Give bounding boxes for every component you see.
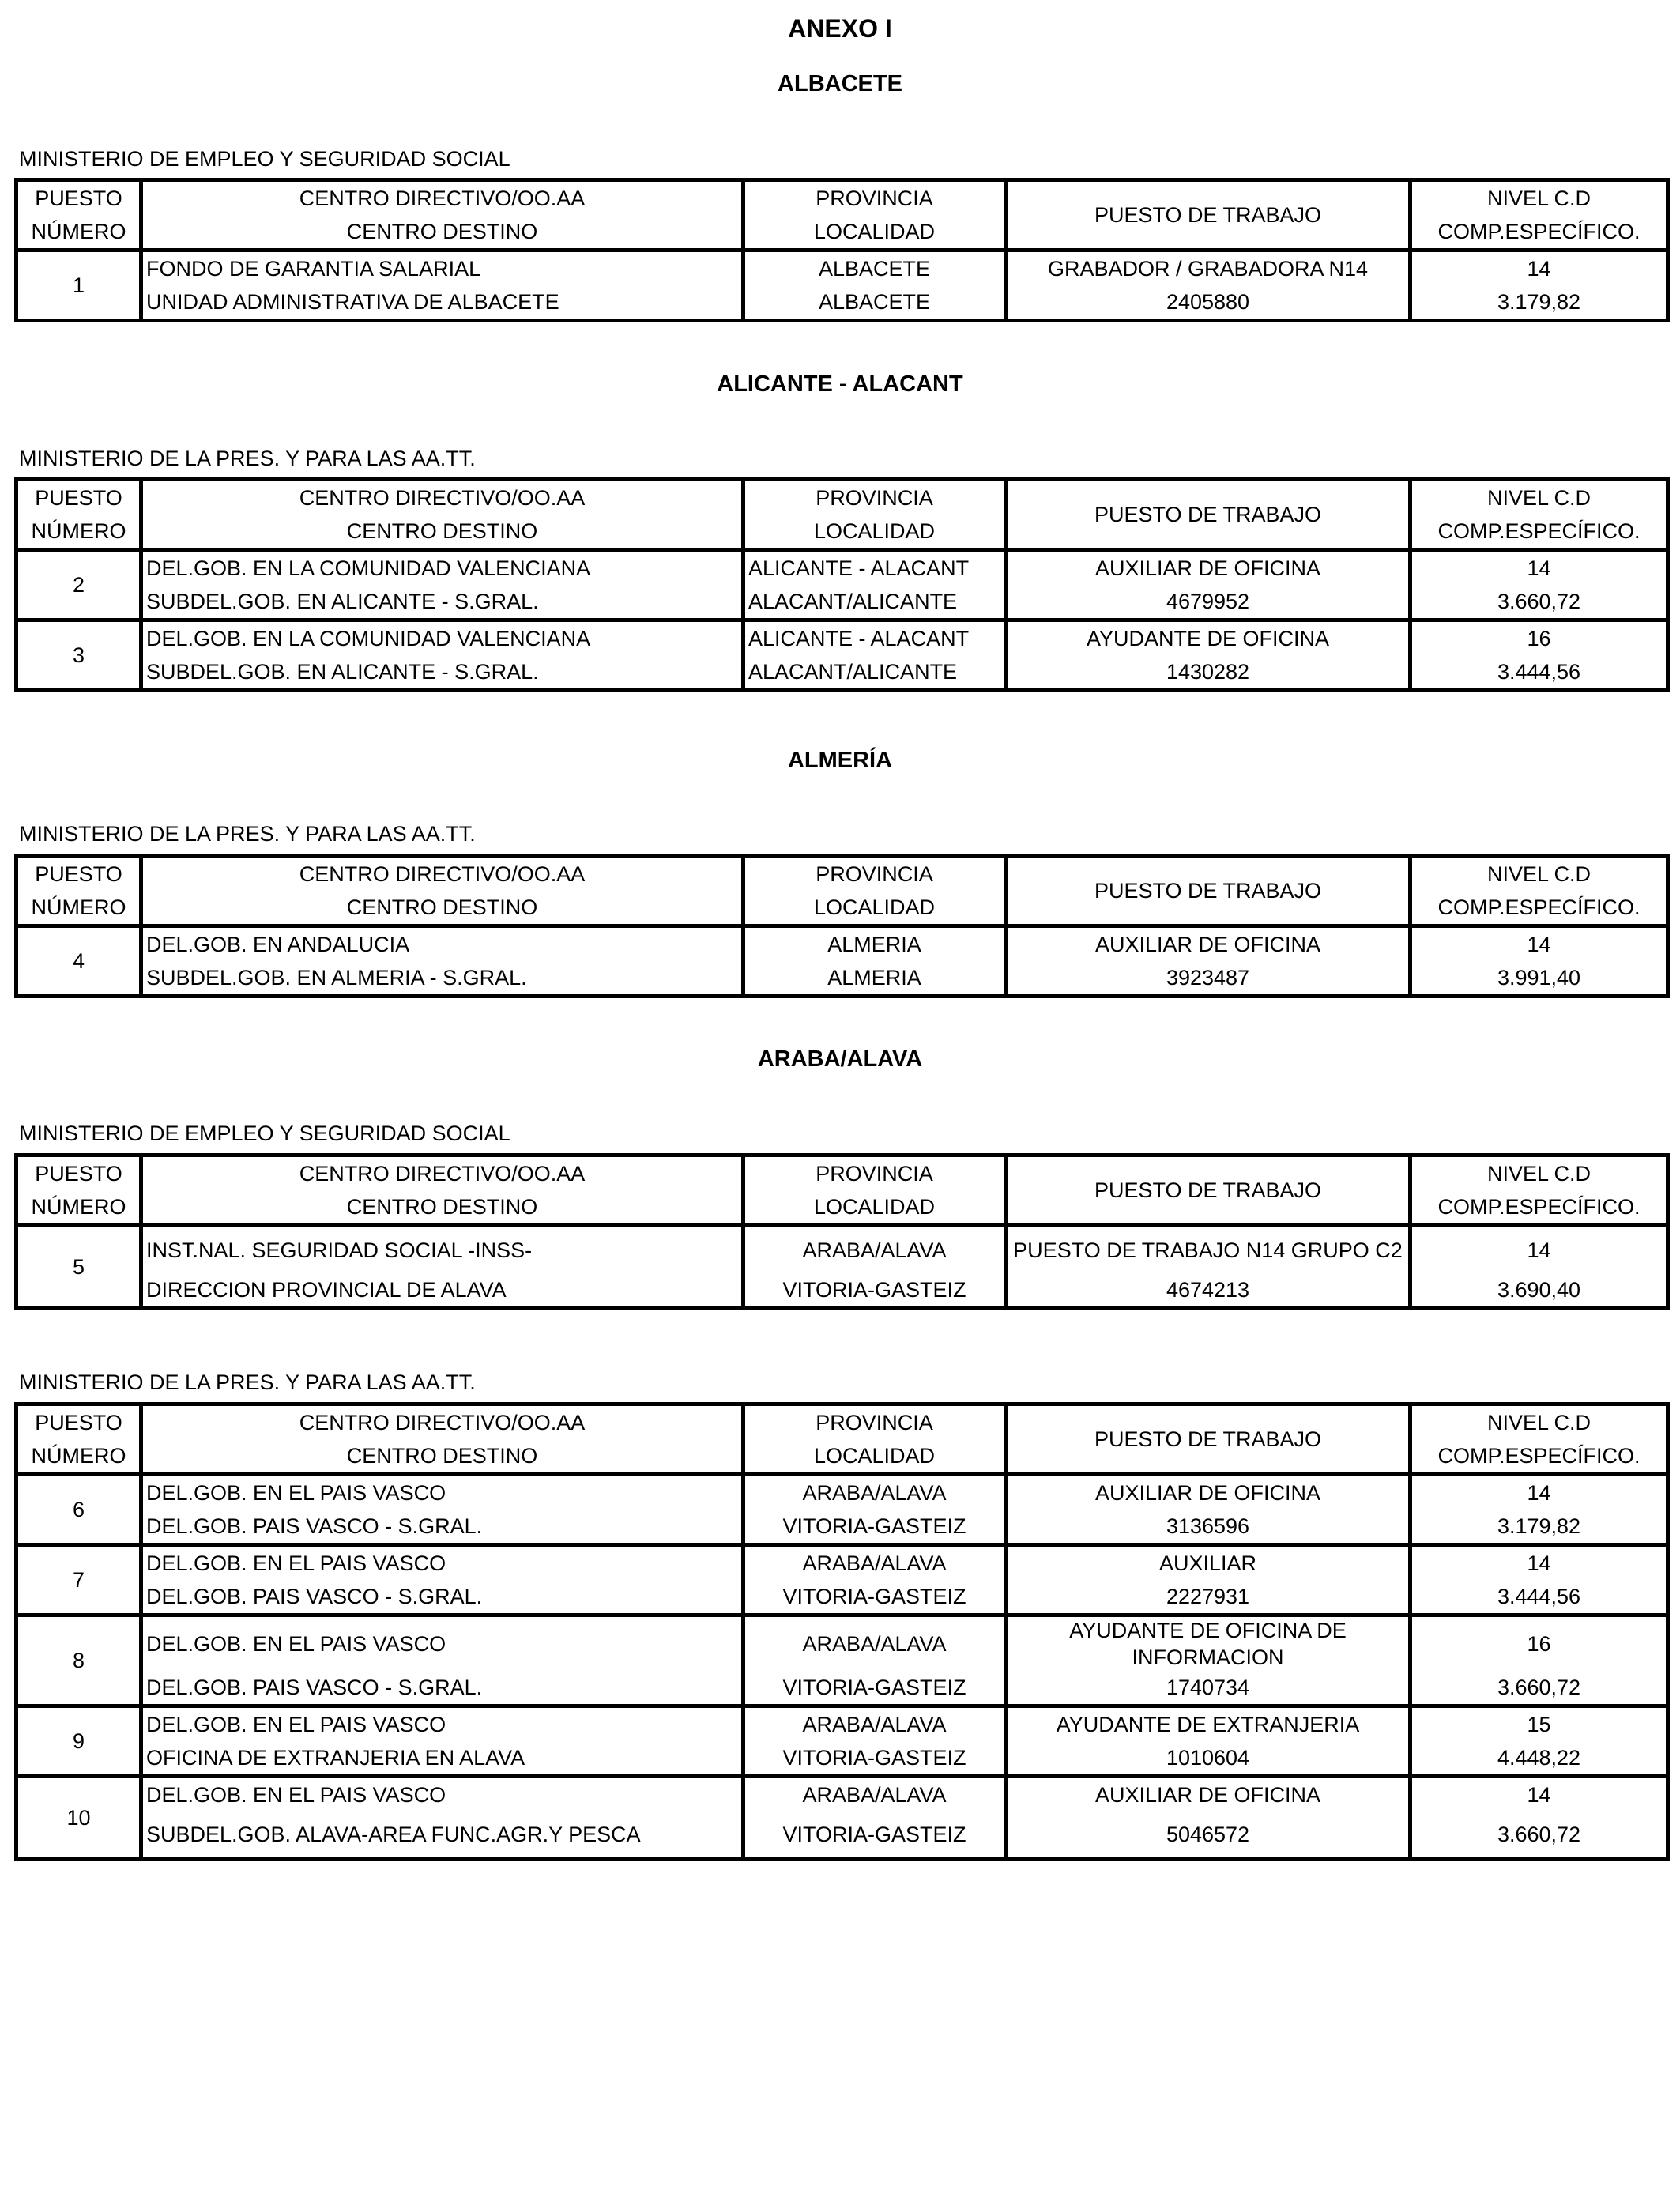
header-provincia: PROVINCIA: [744, 1155, 1006, 1191]
localidad: VITORIA-GASTEIZ: [744, 1811, 1006, 1860]
header-localidad: LOCALIDAD: [744, 1190, 1006, 1226]
header-comp: COMP.ESPECÍFICO.: [1411, 891, 1668, 926]
provincia: ALICANTE - ALACANT: [744, 550, 1006, 586]
complemento: 3.179,82: [1411, 1510, 1668, 1545]
centro-destino: SUBDEL.GOB. EN ALICANTE - S.GRAL.: [141, 585, 744, 620]
codigo-puesto: 1430282: [1006, 655, 1411, 691]
header-centro: CENTRO DIRECTIVO/OO.AA: [141, 856, 744, 892]
header-provincia: PROVINCIA: [744, 180, 1006, 216]
puesto-trabajo: AYUDANTE DE OFICINA DE INFORMACION: [1006, 1615, 1411, 1672]
puesto-trabajo: AUXILIAR DE OFICINA: [1006, 550, 1411, 586]
centro-destino: DEL.GOB. PAIS VASCO - S.GRAL.: [141, 1671, 744, 1706]
complemento: 3.690,40: [1411, 1273, 1668, 1309]
ministry-label: MINISTERIO DE EMPLEO Y SEGURIDAD SOCIAL: [19, 1122, 510, 1145]
centro-directivo: DEL.GOB. EN EL PAIS VASCO: [141, 1615, 744, 1672]
header-num: NÚMERO: [17, 1190, 141, 1226]
centro-directivo: INST.NAL. SEGURIDAD SOCIAL -INSS-: [141, 1226, 744, 1274]
nivel: 16: [1411, 620, 1668, 656]
puesto-trabajo: AYUDANTE DE EXTRANJERIA: [1006, 1706, 1411, 1742]
table-row: [17, 1706, 1668, 1742]
localidad: ALMERIA: [744, 961, 1006, 997]
header-nivel: NIVEL C.D: [1411, 1404, 1668, 1440]
localidad: ALACANT/ALICANTE: [744, 585, 1006, 620]
puesto-trabajo: AUXILIAR DE OFICINA: [1006, 1777, 1411, 1812]
row-number: 8: [17, 1615, 141, 1706]
ministry-label: MINISTERIO DE LA PRES. Y PARA LAS AA.TT.: [19, 1370, 476, 1394]
section-title-alicante: ALICANTE - ALACANT: [717, 371, 963, 397]
centro-destino: SUBDEL.GOB. ALAVA-AREA FUNC.AGR.Y PESCA: [141, 1811, 744, 1860]
header-puesto: PUESTO DE TRABAJO: [1006, 180, 1411, 251]
header-comp: COMP.ESPECÍFICO.: [1411, 1439, 1668, 1475]
header-centro: CENTRO DESTINO: [141, 1439, 744, 1475]
nivel: 14: [1411, 550, 1668, 586]
puesto-trabajo: GRABADOR / GRABADORA N14: [1006, 251, 1411, 286]
header-centro: CENTRO DIRECTIVO/OO.AA: [141, 480, 744, 515]
table-alicante: [14, 477, 1670, 692]
header-localidad: LOCALIDAD: [744, 215, 1006, 251]
table-araba-pres: [14, 1402, 1670, 1861]
centro-destino: DEL.GOB. PAIS VASCO - S.GRAL.: [141, 1510, 744, 1545]
header-centro: CENTRO DESTINO: [141, 891, 744, 926]
codigo-puesto: 1740734: [1006, 1671, 1411, 1706]
header-localidad: LOCALIDAD: [744, 515, 1006, 550]
header-num: PUESTO: [17, 1404, 141, 1440]
row-number: 6: [17, 1475, 141, 1545]
centro-directivo: FONDO DE GARANTIA SALARIAL: [141, 251, 744, 286]
header-num: PUESTO: [17, 180, 141, 216]
provincia: ARABA/ALAVA: [744, 1475, 1006, 1510]
complemento: 3.444,56: [1411, 1580, 1668, 1615]
table-row: [17, 620, 1668, 656]
centro-directivo: DEL.GOB. EN EL PAIS VASCO: [141, 1777, 744, 1812]
table-row: [17, 1777, 1668, 1812]
header-comp: COMP.ESPECÍFICO.: [1411, 215, 1668, 251]
header-comp: COMP.ESPECÍFICO.: [1411, 1190, 1668, 1226]
header-centro: CENTRO DESTINO: [141, 215, 744, 251]
header-num: PUESTO: [17, 856, 141, 892]
ministry-label: MINISTERIO DE LA PRES. Y PARA LAS AA.TT.: [19, 447, 476, 470]
header-nivel: NIVEL C.D: [1411, 480, 1668, 515]
table-row: [17, 550, 1668, 586]
codigo-puesto: 4674213: [1006, 1273, 1411, 1309]
codigo-puesto: 2405880: [1006, 285, 1411, 321]
puesto-trabajo: PUESTO DE TRABAJO N14 GRUPO C2: [1006, 1226, 1411, 1274]
centro-directivo: DEL.GOB. EN LA COMUNIDAD VALENCIANA: [141, 550, 744, 586]
row-number: 2: [17, 550, 141, 620]
section-title-araba: ARABA/ALAVA: [757, 1046, 923, 1072]
header-num: NÚMERO: [17, 1439, 141, 1475]
table-row: [17, 1615, 1668, 1672]
header-num: PUESTO: [17, 1155, 141, 1191]
centro-directivo: DEL.GOB. EN ANDALUCIA: [141, 926, 744, 962]
header-nivel: NIVEL C.D: [1411, 180, 1668, 216]
centro-directivo: DEL.GOB. EN EL PAIS VASCO: [141, 1545, 744, 1581]
nivel: 14: [1411, 926, 1668, 962]
complemento: 4.448,22: [1411, 1741, 1668, 1777]
header-localidad: LOCALIDAD: [744, 891, 1006, 926]
puesto-trabajo: AUXILIAR DE OFICINA: [1006, 926, 1411, 962]
localidad: VITORIA-GASTEIZ: [744, 1671, 1006, 1706]
provincia: ALBACETE: [744, 251, 1006, 286]
localidad: VITORIA-GASTEIZ: [744, 1741, 1006, 1777]
table-row: [17, 926, 1668, 962]
complemento: 3.179,82: [1411, 285, 1668, 321]
centro-destino: SUBDEL.GOB. EN ALMERIA - S.GRAL.: [141, 961, 744, 997]
header-puesto: PUESTO DE TRABAJO: [1006, 856, 1411, 926]
centro-destino: OFICINA DE EXTRANJERIA EN ALAVA: [141, 1741, 744, 1777]
header-num: NÚMERO: [17, 215, 141, 251]
header-provincia: PROVINCIA: [744, 1404, 1006, 1440]
row-number: 5: [17, 1226, 141, 1309]
centro-directivo: DEL.GOB. EN EL PAIS VASCO: [141, 1706, 744, 1742]
codigo-puesto: 1010604: [1006, 1741, 1411, 1777]
provincia: ARABA/ALAVA: [744, 1706, 1006, 1742]
row-number: 1: [17, 251, 141, 321]
row-number: 9: [17, 1706, 141, 1777]
nivel: 14: [1411, 1226, 1668, 1274]
header-nivel: NIVEL C.D: [1411, 856, 1668, 892]
table-almeria: [14, 854, 1670, 998]
table-albacete: [14, 178, 1670, 322]
header-centro: CENTRO DIRECTIVO/OO.AA: [141, 1404, 744, 1440]
puesto-trabajo: AUXILIAR DE OFICINA: [1006, 1475, 1411, 1510]
header-num: NÚMERO: [17, 515, 141, 550]
header-localidad: LOCALIDAD: [744, 1439, 1006, 1475]
ministry-label: MINISTERIO DE LA PRES. Y PARA LAS AA.TT.: [19, 822, 476, 846]
puesto-trabajo: AYUDANTE DE OFICINA: [1006, 620, 1411, 656]
provincia: ARABA/ALAVA: [744, 1777, 1006, 1812]
centro-destino: UNIDAD ADMINISTRATIVA DE ALBACETE: [141, 285, 744, 321]
nivel: 14: [1411, 251, 1668, 286]
centro-destino: DEL.GOB. PAIS VASCO - S.GRAL.: [141, 1580, 744, 1615]
nivel: 14: [1411, 1475, 1668, 1510]
centro-directivo: DEL.GOB. EN EL PAIS VASCO: [141, 1475, 744, 1510]
localidad: ALACANT/ALICANTE: [744, 655, 1006, 691]
centro-destino: SUBDEL.GOB. EN ALICANTE - S.GRAL.: [141, 655, 744, 691]
table-row: [17, 1475, 1668, 1510]
header-puesto: PUESTO DE TRABAJO: [1006, 1404, 1411, 1475]
header-centro: CENTRO DESTINO: [141, 1190, 744, 1226]
table-row: [17, 251, 1668, 286]
localidad: VITORIA-GASTEIZ: [744, 1580, 1006, 1615]
complemento: 3.660,72: [1411, 1811, 1668, 1860]
header-num: PUESTO: [17, 480, 141, 515]
codigo-puesto: 5046572: [1006, 1811, 1411, 1860]
provincia: ARABA/ALAVA: [744, 1615, 1006, 1672]
localidad: VITORIA-GASTEIZ: [744, 1273, 1006, 1309]
complemento: 3.660,72: [1411, 1671, 1668, 1706]
nivel: 14: [1411, 1777, 1668, 1812]
section-title-almeria: ALMERÍA: [787, 748, 893, 773]
complemento: 3.444,56: [1411, 655, 1668, 691]
nivel: 14: [1411, 1545, 1668, 1581]
table-row: [17, 1226, 1668, 1274]
header-puesto: PUESTO DE TRABAJO: [1006, 480, 1411, 550]
table-row: [17, 1545, 1668, 1581]
centro-directivo: DEL.GOB. EN LA COMUNIDAD VALENCIANA: [141, 620, 744, 656]
row-number: 7: [17, 1545, 141, 1615]
nivel: 16: [1411, 1615, 1668, 1672]
localidad: ALBACETE: [744, 285, 1006, 321]
localidad: VITORIA-GASTEIZ: [744, 1510, 1006, 1545]
header-puesto: PUESTO DE TRABAJO: [1006, 1155, 1411, 1226]
centro-destino: DIRECCION PROVINCIAL DE ALAVA: [141, 1273, 744, 1309]
header-provincia: PROVINCIA: [744, 856, 1006, 892]
codigo-puesto: 3136596: [1006, 1510, 1411, 1545]
provincia: ARABA/ALAVA: [744, 1545, 1006, 1581]
complemento: 3.660,72: [1411, 585, 1668, 620]
row-number: 10: [17, 1777, 141, 1860]
header-comp: COMP.ESPECÍFICO.: [1411, 515, 1668, 550]
header-centro: CENTRO DIRECTIVO/OO.AA: [141, 180, 744, 216]
row-number: 4: [17, 926, 141, 997]
header-num: NÚMERO: [17, 891, 141, 926]
ministry-label: MINISTERIO DE EMPLEO Y SEGURIDAD SOCIAL: [19, 147, 510, 171]
provincia: ALICANTE - ALACANT: [744, 620, 1006, 656]
row-number: 3: [17, 620, 141, 691]
table-araba-empleo: [14, 1153, 1670, 1310]
puesto-trabajo: AUXILIAR: [1006, 1545, 1411, 1581]
provincia: ARABA/ALAVA: [744, 1226, 1006, 1274]
header-provincia: PROVINCIA: [744, 480, 1006, 515]
complemento: 3.991,40: [1411, 961, 1668, 997]
codigo-puesto: 3923487: [1006, 961, 1411, 997]
provincia: ALMERIA: [744, 926, 1006, 962]
codigo-puesto: 4679952: [1006, 585, 1411, 620]
page-title: ANEXO I: [788, 14, 892, 43]
header-centro: CENTRO DIRECTIVO/OO.AA: [141, 1155, 744, 1191]
header-centro: CENTRO DESTINO: [141, 515, 744, 550]
nivel: 15: [1411, 1706, 1668, 1742]
header-nivel: NIVEL C.D: [1411, 1155, 1668, 1191]
codigo-puesto: 2227931: [1006, 1580, 1411, 1615]
section-title-albacete: ALBACETE: [778, 71, 902, 96]
